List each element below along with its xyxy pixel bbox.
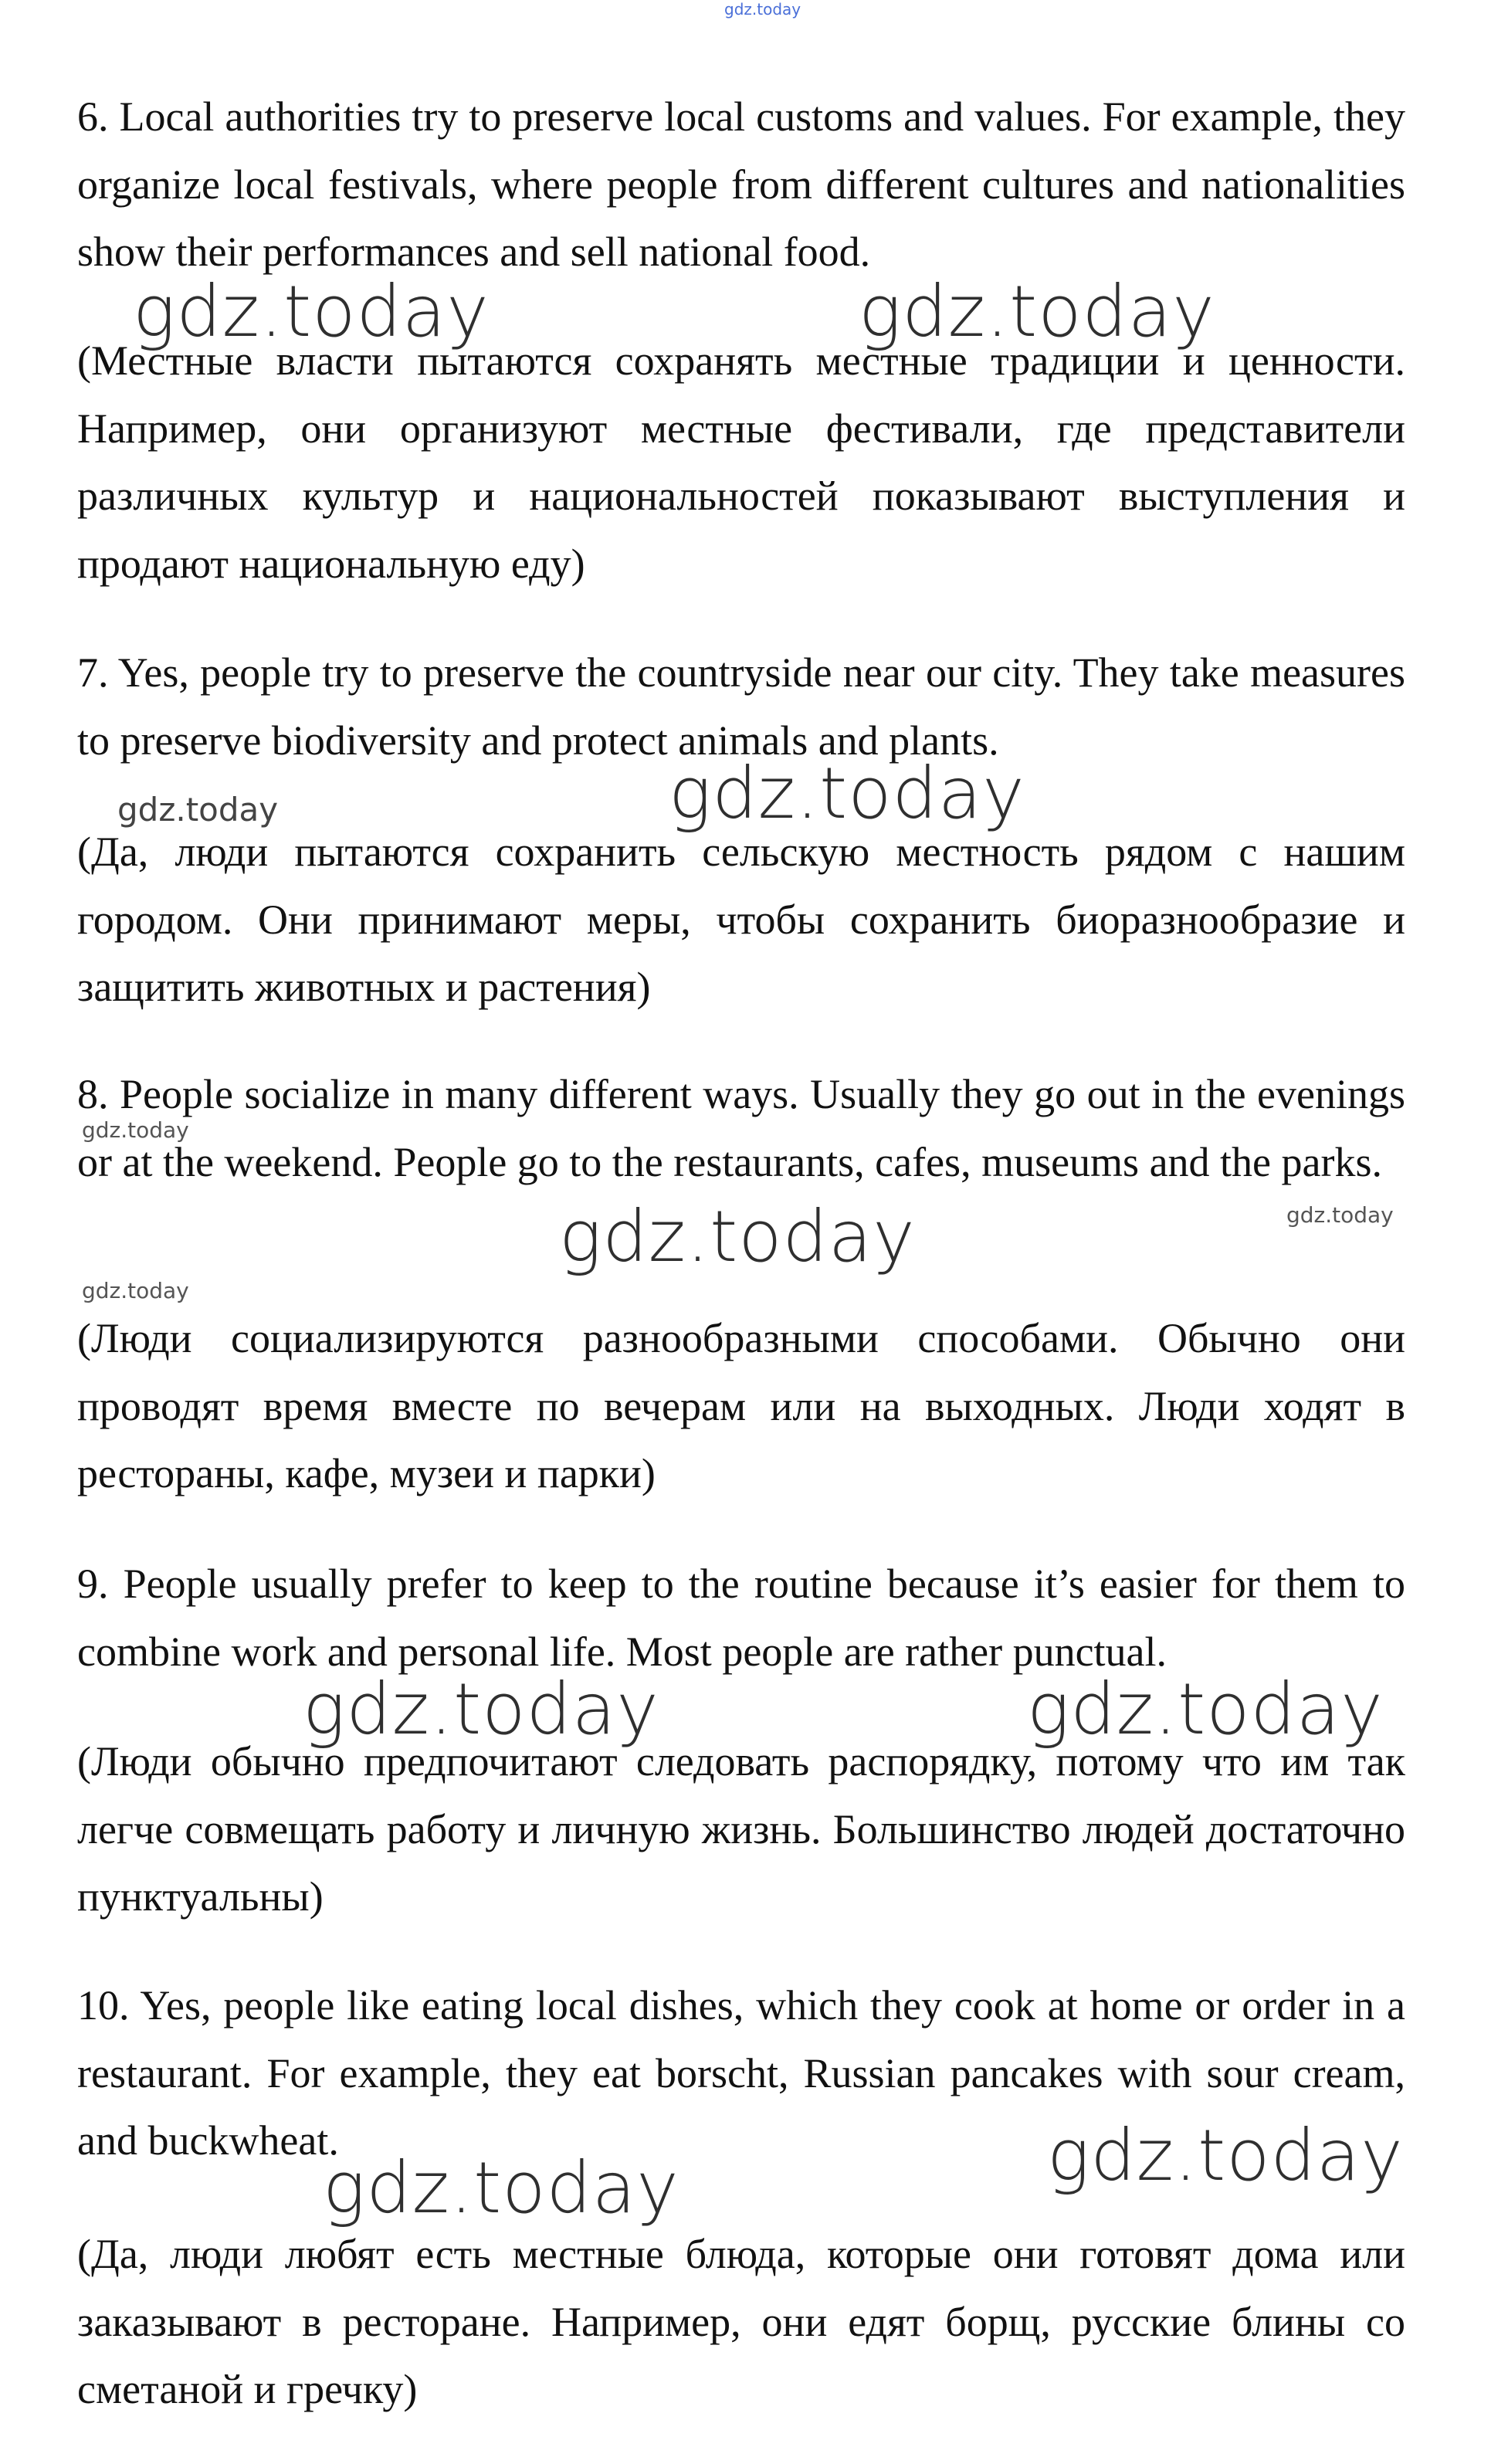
answer-9-russian: (Люди обычно предпочитают следовать распорядку, потому что им так легче совмещать работу и личную жизнь. Большинство людей достаточно пунктуальны) [77,1738,1405,1920]
watermark: gdz.today [669,752,1025,835]
watermark: gdz.today [1047,2114,1404,2197]
watermark: gdz.today [1027,1668,1384,1751]
watermark: gdz.today [559,1195,916,1278]
watermark: gdz.today [82,1117,189,1143]
watermark: gdz.today [82,1278,189,1303]
answer-8-english: 8. People socialize in many different ways. Usually they go out in the evenings or at the weekend. People go to the restaurants, cafes, museums and the parks. [77,1071,1405,1185]
watermark: gdz.today [323,2147,679,2229]
answer-10-english: 10. Yes, people like eating local dishes, which they cook at home or order in a restaurant. For example, they eat borscht, Russian pancakes with sour cream, and buckwheat. [77,1982,1405,2164]
watermark: gdz.today [117,791,279,829]
watermark: gdz.today [1286,1202,1394,1228]
watermark: gdz.today [133,270,490,353]
answer-9-english: 9. People usually prefer to keep to the routine because it’s easier for them to combine work and personal life. Most people are rather punctual. [77,1561,1405,1675]
answer-6-english: 6. Local authorities try to preserve local customs and values. For example, they organize local festivals, where people from different cultures and nationalities show their performances and sell national food. [77,93,1405,275]
answer-10-russian: (Да, люди любят есть местные блюда, которые они готовят дома или заказывают в ресторане. Например, они едят борщ, русские блины со сметаной и гречку) [77,2231,1405,2412]
answer-7-russian: (Да, люди пытаются сохранить сельскую местность рядом с нашим городом. Они принимают меры, чтобы сохранить биоразнообразие и защитить животных и растения) [77,829,1405,1010]
header-watermark: gdz.today [724,0,801,19]
answer-6-russian: (Местные власти пытаются сохранять местные традиции и ценности. Например, они организуют местные фестивали, где представители различных культур и национальностей показывают выступления и продают национальную еду) [77,337,1405,587]
watermark: gdz.today [859,270,1215,353]
answer-7-english: 7. Yes, people try to preserve the countryside near our city. They take measures to preserve biodiversity and protect animals and plants. [77,649,1405,764]
answer-8-russian: (Люди социализируются разнообразными способами. Обычно они проводят время вместе по вечерам или на выходных. Люди ходят в рестораны, кафе, музеи и парки) [77,1315,1405,1496]
watermark: gdz.today [303,1668,659,1751]
